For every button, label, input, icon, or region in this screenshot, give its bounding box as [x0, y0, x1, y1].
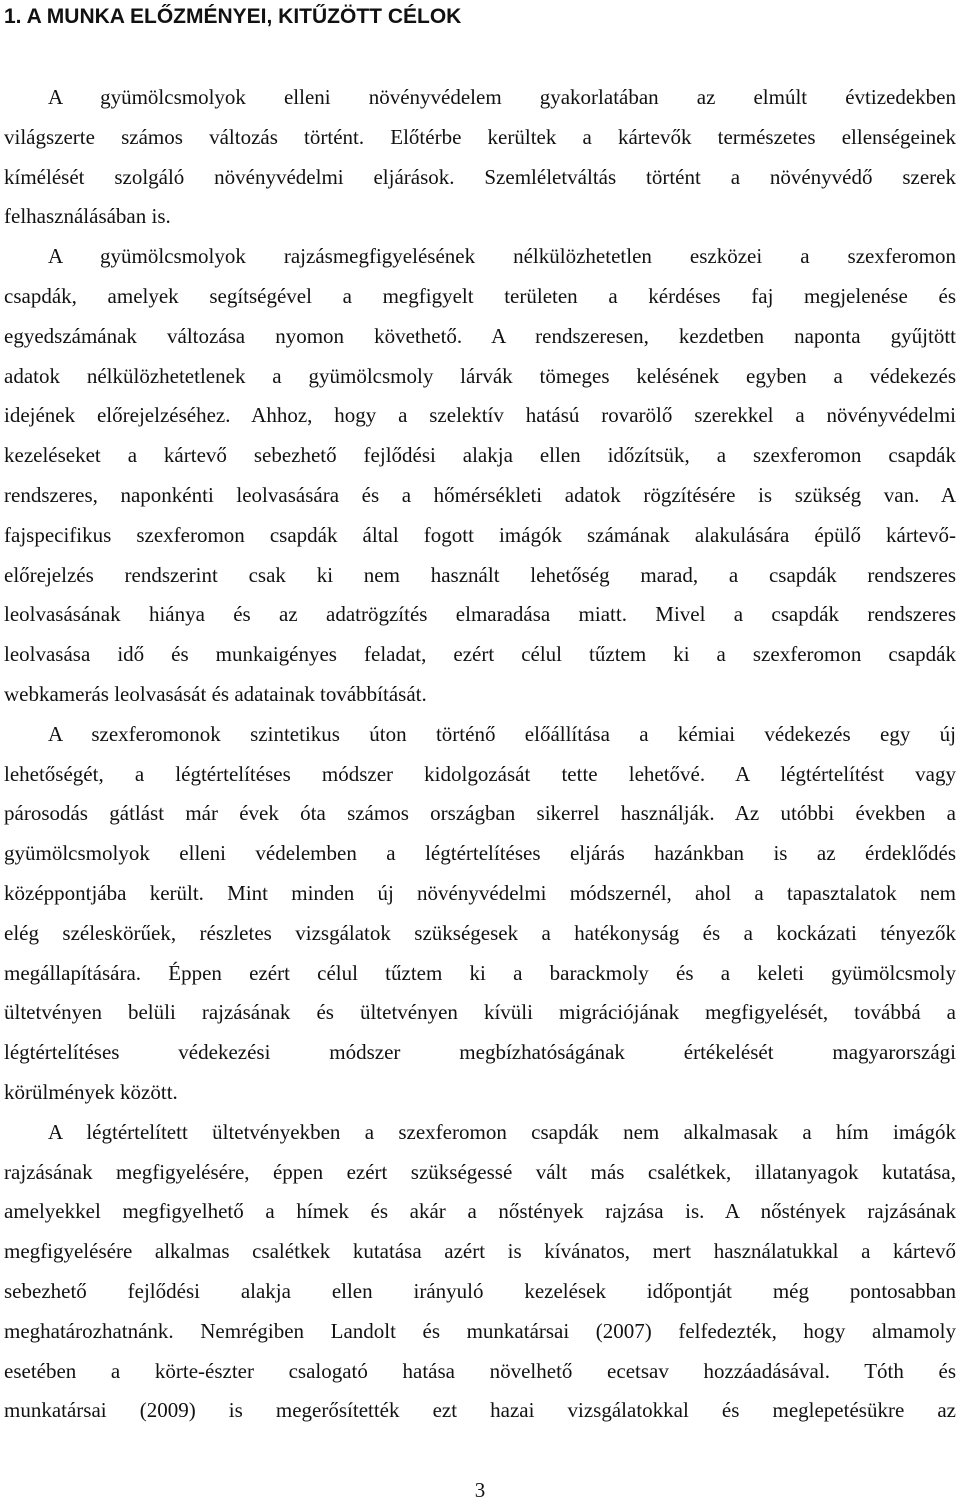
paragraph-first-line: A gyümölcsmolyok elleni növényvédelem gyakorlatában az elmúlt évtizedekben	[48, 85, 956, 109]
paragraph-first-line: A légtértelített ültetvényekben a szexferomon csapdák nem alkalmasak a hím imágók	[48, 1119, 956, 1144]
body-text	[4, 78, 956, 1431]
text-line: lehetőségét, a légtértelítéses módszer kidolgozását tette lehetővé. A légtértelítést vagy	[4, 761, 956, 786]
text-line: rendszeres, naponkénti leolvasására és a hőmérsékleti adatok rögzítésére is szükség van. A	[4, 482, 956, 507]
text-line: kímélését szolgáló növényvédelmi eljárások. Szemléletváltás történt a növényvédő szerek	[4, 164, 956, 189]
paragraph-first-line: A gyümölcsmolyok rajzásmegfigyelésének nélkülözhetetlen eszközei a szexferomon	[48, 244, 956, 269]
paragraph-first-line: A szexferomonok szintetikus úton történő előállítása a kémiai védekezés egy új	[48, 721, 956, 746]
text-line: megállapítására. Éppen ezért célul tűztem ki a barackmoly és a keleti gyümölcsmoly	[4, 960, 956, 985]
text-line: párosodás gátlást már évek óta számos országban sikerrel használják. Az utóbbi években a	[4, 801, 956, 826]
text-line: csapdák, amelyek segítségével a megfigyelt területen a kérdéses faj megjelenése és	[4, 283, 956, 308]
text-line: előrejelzés rendszerint csak ki nem használt lehetőség marad, a csapdák rendszeres	[4, 562, 956, 587]
text-line: rajzásának megfigyelésére, éppen ezért szükségessé vált más csalétkek, illatanyagok kutatása,	[4, 1159, 956, 1184]
text-line: sebezhető fejlődési alakja ellen irányuló kezelések időpontját még pontosabban	[4, 1278, 956, 1303]
text-line: fajspecifikus szexferomon csapdák által fogott imágók számának alakulására épülő kártevő-	[4, 522, 956, 547]
text-line: munkatársai (2009) is megerősítették ezt hazai vizsgálatokkal és meglepetésükre az	[4, 1398, 956, 1423]
text-line: leolvasásának hiánya és az adatrögzítés elmaradása miatt. Mivel a csapdák rendszeres	[4, 602, 956, 627]
section-heading: 1. A MUNKA ELŐZMÉNYEI, KITŰZÖTT CÉLOK	[4, 5, 462, 28]
text-line: ültetvényen belüli rajzásának és ültetvényen kívüli migrációjának megfigyelését, továbbá a	[4, 1000, 956, 1025]
text-line: egyedszámának változása nyomon követhető. A rendszeresen, kezdetben naponta gyűjtött	[4, 323, 956, 348]
text-line: idejének előrejelzéséhez. Ahhoz, hogy a szelektív hatású rovarölő szerekkel a növényvédelmi	[4, 403, 956, 428]
text-line: leolvasása idő és munkaigényes feladat, ezért célul tűztem ki a szexferomon csapdák	[4, 642, 956, 667]
text-line: felhasználásában is.	[4, 204, 171, 229]
text-line: középpontjába került. Mint minden új növényvédelmi módszernél, ahol a tapasztalatok nem	[4, 880, 956, 905]
text-line: gyümölcsmolyok elleni védelemben a légtértelítéses eljárás hazánkban is az érdeklődés	[4, 841, 956, 866]
text-line: kezeléseket a kártevő sebezhető fejlődési alakja ellen időzítsük, a szexferomon csapdák	[4, 443, 956, 468]
text-line: amelyekkel megfigyelhető a hímek és akár a nőstények rajzása is. A nőstények rajzásának	[4, 1199, 956, 1224]
text-line: esetében a körte-észter csalogató hatása növelhető ecetsav hozzáadásával. Tóth és	[4, 1358, 956, 1383]
text-line: körülmények között.	[4, 1079, 178, 1104]
text-line: elég széleskörűek, részletes vizsgálatok szükségesek a hatékonyság és a kockázati tényezők	[4, 920, 956, 945]
text-line: adatok nélkülözhetetlenek a gyümölcsmoly lárvák tömeges kelésének egyben a védekezés	[4, 363, 956, 388]
text-line: meghatározhatnánk. Nemrégiben Landolt és munkatársai (2007) felfedezték, hogy almamoly	[4, 1318, 956, 1343]
page-number: 3	[474, 1478, 486, 1502]
text-line: légtértelítéses védekezési módszer megbízhatóságának értékelését magyarországi	[4, 1040, 956, 1065]
text-line: világszerte számos változás történt. Előtérbe kerültek a kártevők természetes ellenségeinek	[4, 124, 956, 149]
text-line: megfigyelésére alkalmas csalétkek kutatása azért is kívánatos, mert használatukkal a kártevő	[4, 1239, 956, 1264]
text-line: webkamerás leolvasását és adatainak továbbítását.	[4, 681, 427, 706]
